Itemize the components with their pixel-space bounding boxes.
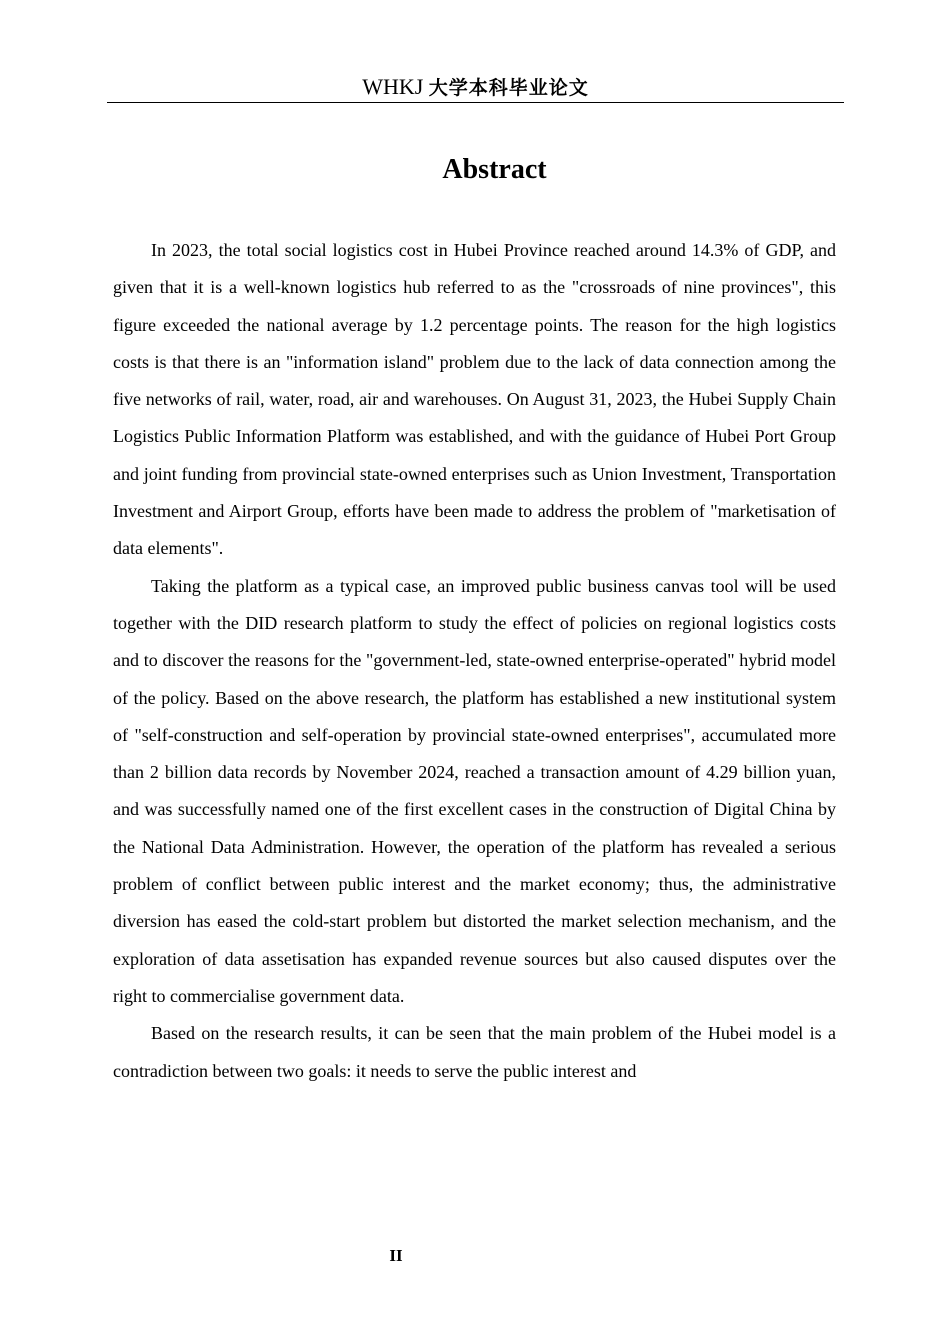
- header-cjk-text: 大学本科毕业论文: [428, 77, 589, 99]
- abstract-body: [113, 232, 836, 1090]
- header-latin-text: WHKJ: [362, 74, 429, 99]
- abstract-title: Abstract: [442, 154, 547, 185]
- page-number: II: [389, 1246, 403, 1265]
- abstract-paragraph-3: Based on the research results, it can be seen that the main problem of the Hubei model is a contradiction between two goals: it needs to serve the public interest and: [113, 1023, 836, 1081]
- abstract-paragraph-2: Taking the platform as a typical case, an improved public business canvas tool will be used together with the DID research platform to study the effect of policies on regional logistics costs and to discover the reasons for the "government-led, state-owned enterprise-operated" hybrid model of the policy. Based on the above research, the platform has established a new institutional system of "self-construction and self-operation by provincial state-owned enterprises", accumulated more than 2 billion data records by November 2024, reached a transaction amount of 4.29 billion yuan, and was successfully named one of the first excellent cases in the construction of Digital China by the National Data Administration. However, the operation of the platform has revealed a serious problem of conflict between public interest and the market economy; thus, the administrative diversion has eased the cold-start problem but distorted the market selection mechanism, and the exploration of data assetisation has expanded revenue sources but also caused disputes over the right to commercialise government data.: [113, 575, 836, 1006]
- abstract-paragraph-1: In 2023, the total social logistics cost in Hubei Province reached around 14.3% of GDP, and given that it is a well-known logistics hub referred to as the "crossroads of nine provinces", this figure exceeded the national average by 1.2 percentage points. The reason for the high logistics costs is that there is an "information island" problem due to the lack of data connection among the five networks of rail, water, road, air and warehouses. On August 31, 2023, the Hubei Supply Chain Logistics Public Information Platform was established, and with the guidance of Hubei Port Group and joint funding from provincial state-owned enterprises such as Union Investment, Transportation Investment and Airport Group, efforts have been made to address the problem of "marketisation of data elements".: [113, 240, 836, 559]
- running-header: [107, 72, 844, 103]
